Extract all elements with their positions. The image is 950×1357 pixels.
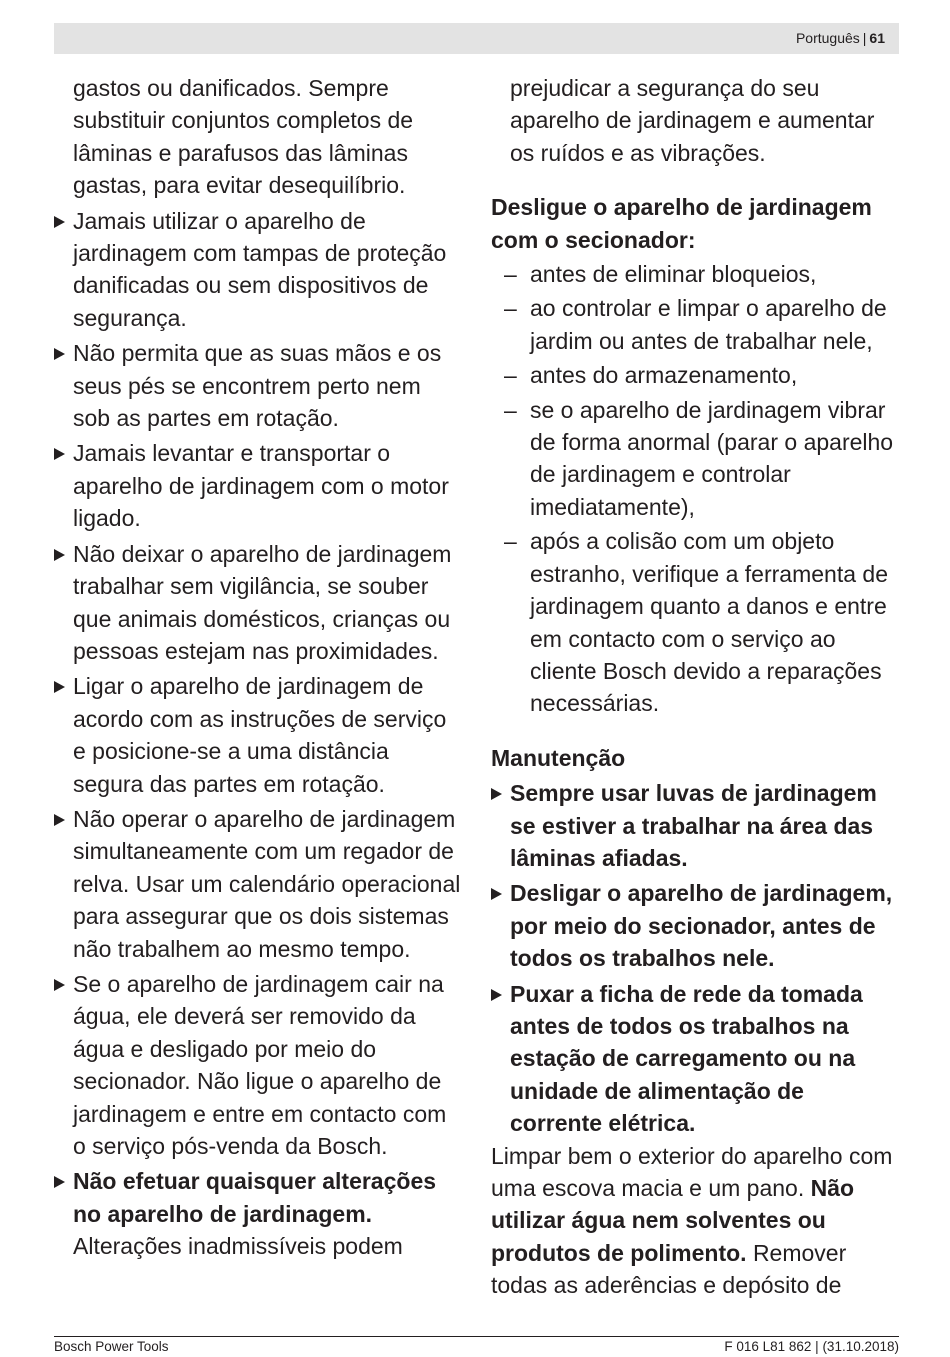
maintenance-bullet bbox=[491, 877, 901, 974]
bullet-triangle-icon bbox=[54, 814, 65, 826]
cleaning-warning-bold: Não utilizar água nem solventes ou produtos de polimento. bbox=[491, 1175, 855, 1266]
bullet-triangle-icon bbox=[54, 979, 65, 991]
header-separator: | bbox=[862, 30, 867, 46]
bullet-triangle-icon bbox=[54, 681, 65, 693]
safety-bullet-text: Jamais utilizar o aparelho de jardinagem com tampas de proteção danificadas ou sem dispositivos de segurança. bbox=[73, 207, 447, 331]
safety-bullet-text: Não deixar o aparelho de jardinagem trabalhar sem vigilância, se souber que animais domésticos, crianças ou pessoas estejam nas proximidades. bbox=[73, 540, 452, 664]
left-continuation-text: gastos ou danificados. Sempre substituir conjuntos completos de lâminas e parafusos das lâminas gastas, para evitar desequilíbrio. bbox=[73, 75, 414, 199]
safety-bullet bbox=[54, 205, 464, 335]
safety-bullet bbox=[54, 968, 464, 1162]
switch-off-list bbox=[491, 258, 901, 720]
list-item bbox=[491, 292, 901, 357]
dash-marker: – bbox=[504, 295, 517, 322]
left-column bbox=[54, 72, 464, 1263]
cleaning-text: Limpar bem o exterior do aparelho com uma escova macia e um pano. bbox=[491, 1142, 893, 1201]
safety-bullet-text: Ligar o aparelho de jardinagem de acordo com as instruções de serviço e posicione-se a uma distância segura das partes em rotação. bbox=[73, 673, 447, 797]
bullet-triangle-icon bbox=[54, 216, 65, 228]
list-item-text: antes do armazenamento, bbox=[530, 362, 798, 389]
list-item bbox=[491, 394, 901, 524]
cleaning-tail-text: Remover todas as aderências e depósito de bbox=[491, 1239, 847, 1299]
page-header bbox=[54, 23, 899, 54]
list-item bbox=[491, 359, 901, 391]
bullet-triangle-icon bbox=[54, 1176, 65, 1188]
right-column bbox=[491, 72, 901, 1302]
bullet-triangle-icon bbox=[54, 348, 65, 360]
list-item-text: se o aparelho de jardinagem vibrar de forma anormal (parar o aparelho de jardinagem e controlar imediatamente), bbox=[530, 396, 894, 520]
safety-bullet-text: Não permita que as suas mãos e os seus pés se encontrem perto nem sob as partes em rotação. bbox=[73, 340, 442, 432]
bullet-triangle-icon bbox=[54, 549, 65, 561]
dash-marker: – bbox=[504, 528, 517, 555]
header-language: Português bbox=[795, 30, 860, 46]
footer-divider bbox=[54, 1336, 899, 1337]
safety-bullet bbox=[54, 670, 464, 800]
safety-bullet-text: Não operar o aparelho de jardinagem simultaneamente com um regador de relva. Usar um calendário operacional para assegurar que os dois sistemas não trabalhem ao mesmo tempo. bbox=[73, 805, 461, 962]
bullet-triangle-icon bbox=[491, 989, 502, 1001]
right-continuation-text: prejudicar a segurança do seu aparelho de jardinagem e aumentar os ruídos e as vibrações. bbox=[510, 75, 875, 166]
bullet-triangle-icon bbox=[491, 888, 502, 900]
bullet-triangle-icon bbox=[54, 448, 65, 460]
safety-bullet-text: Jamais levantar e transportar o aparelho de jardinagem com o motor ligado. bbox=[73, 440, 449, 532]
list-item-text: após a colisão com um objeto estranho, verifique a ferramenta de jardinagem quanto a danos e entre em contacto com o serviço ao cliente Bosch devido a reparações necessárias. bbox=[530, 528, 888, 717]
maintenance-bullet bbox=[491, 777, 901, 874]
maintenance-bullet-text: Puxar a ficha de rede da tomada antes de todos os trabalhos na estação de carregamento ou na unidade de alimentação de corrente elétrica. bbox=[510, 980, 863, 1137]
switch-off-heading: Desligue o aparelho de jardinagem com o secionador: bbox=[491, 194, 872, 253]
maintenance-bullet-text: Sempre usar luvas de jardinagem se estiver a trabalhar na área das lâminas afiadas. bbox=[510, 780, 877, 871]
maintenance-bullet-text: Desligar o aparelho de jardinagem, por meio do secionador, antes de todos os trabalhos nele. bbox=[510, 880, 893, 972]
page-number: 61 bbox=[869, 30, 885, 46]
dash-marker: – bbox=[504, 396, 517, 423]
header-text bbox=[796, 30, 885, 47]
cleaning-paragraph bbox=[491, 1140, 901, 1302]
list-item-text: ao controlar e limpar o aparelho de jardim ou antes de trabalhar nele, bbox=[530, 295, 887, 354]
safety-bullet-modifications bbox=[54, 1165, 464, 1262]
modifications-warning-text: Alterações inadmissíveis podem bbox=[73, 1233, 403, 1260]
maintenance-heading: Manutenção bbox=[491, 744, 626, 771]
dash-marker: – bbox=[504, 362, 517, 389]
safety-bullet bbox=[54, 337, 464, 434]
bullet-triangle-icon bbox=[491, 788, 502, 800]
modifications-warning-bold: Não efetuar quaisquer alterações no aparelho de jardinagem. bbox=[73, 1168, 437, 1227]
dash-marker: – bbox=[504, 261, 517, 288]
safety-bullet bbox=[54, 538, 464, 668]
list-item bbox=[491, 525, 901, 719]
maintenance-bullet bbox=[491, 978, 901, 1140]
list-item-text: antes de eliminar bloqueios, bbox=[530, 261, 817, 288]
footer-doc-ref: F 016 L81 862 | (31.10.2018) bbox=[724, 1339, 899, 1354]
safety-bullet-text: Se o aparelho de jardinagem cair na água, ele deverá ser removido da água e desligado por meio do secionador. Não ligue o aparelho de jardinagem e entre em contacto com o serviço pós-venda da Bosch. bbox=[73, 970, 447, 1159]
list-item bbox=[491, 258, 901, 290]
footer-publisher: Bosch Power Tools bbox=[54, 1339, 169, 1354]
safety-bullet bbox=[54, 803, 464, 965]
safety-bullet bbox=[54, 437, 464, 534]
